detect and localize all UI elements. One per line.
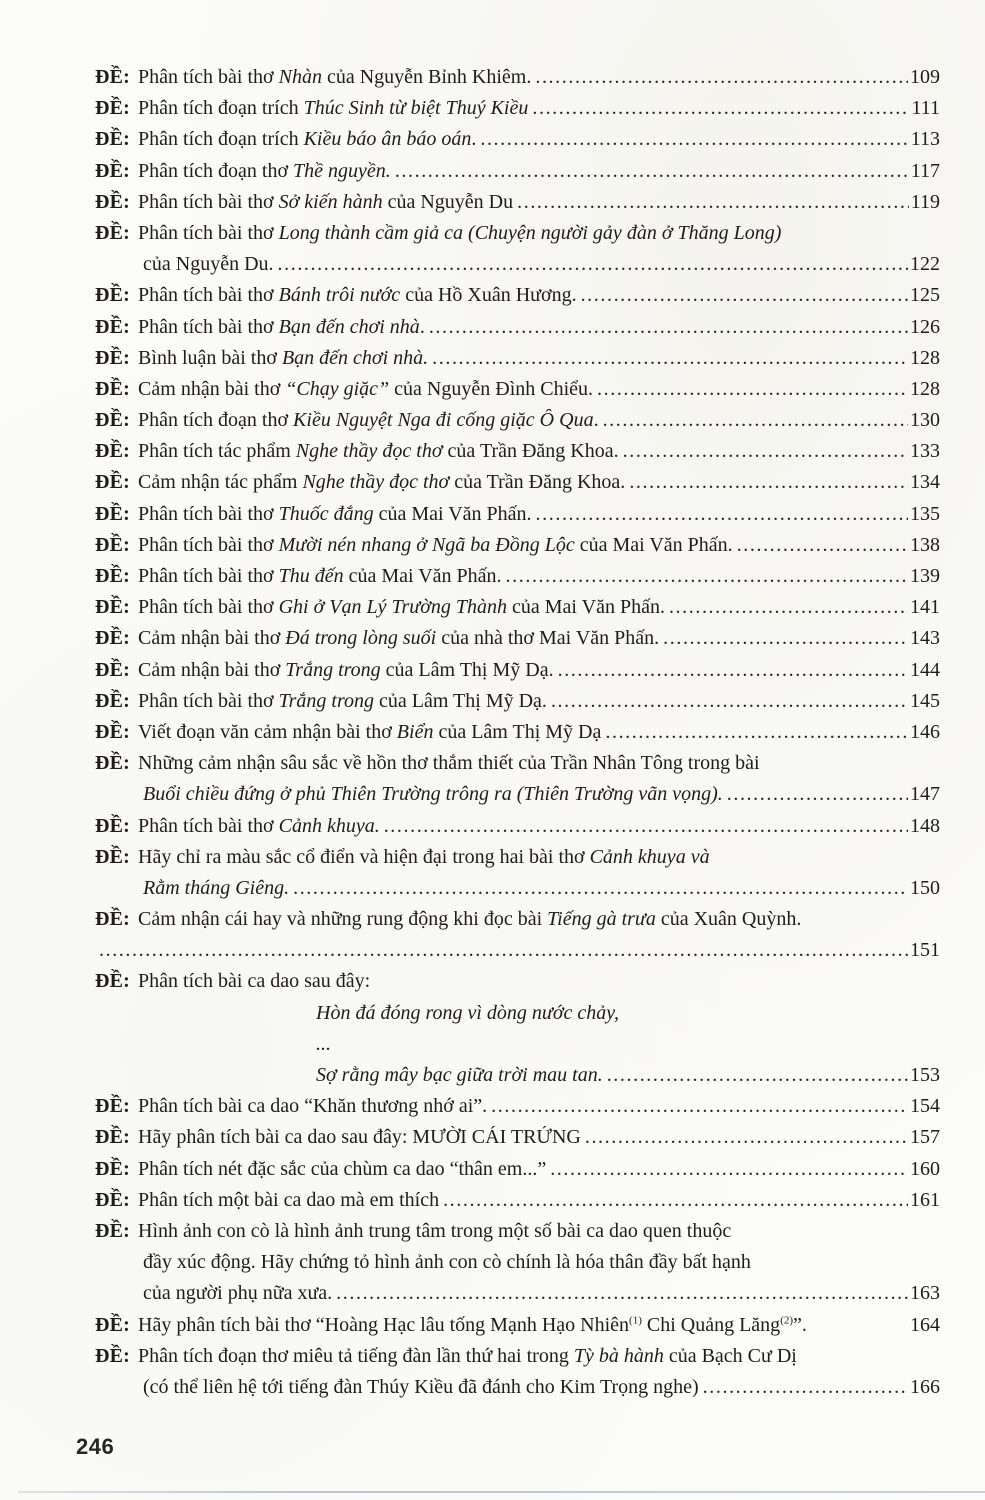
dot-leader	[535, 66, 908, 89]
entry-text-segment: của Bạch Cư Dị	[663, 1344, 797, 1367]
page-number: 151	[910, 939, 940, 962]
entry-text-segment: Viết đoạn văn cảm nhận bài thơ	[138, 720, 397, 743]
dot-leader	[737, 534, 908, 557]
entry-text	[138, 128, 476, 151]
entry-label: ĐỀ:	[95, 565, 131, 587]
dot-leader	[532, 97, 909, 120]
page-number: 148	[910, 814, 940, 837]
dot-leader	[605, 721, 908, 744]
entry-label: ĐỀ:	[95, 1344, 131, 1367]
entry-label: ĐỀ:	[95, 627, 131, 650]
page-number: 164	[910, 1313, 940, 1336]
entry-text	[138, 1095, 487, 1118]
toc-line	[95, 160, 940, 191]
entry-text	[138, 1189, 439, 1212]
work-title: Sở kiến hành	[278, 190, 383, 213]
toc-line	[95, 1314, 940, 1345]
entry-label: ĐỀ:	[95, 221, 131, 244]
toc-line	[95, 1345, 940, 1376]
toc-line	[95, 627, 940, 658]
entry-text	[138, 815, 380, 838]
work-title: Tiếng gà trưa	[547, 908, 656, 931]
entry-text-segment: Phân tích bài thơ	[138, 221, 279, 244]
entry-text-segment: Cảm nhận cái hay và những rung động khi đọc bài	[138, 908, 548, 931]
entry-text-segment: đầy xúc động. Hãy chứng tỏ hình ảnh con cò chính là hóa thân đầy bất hạnh	[143, 1251, 751, 1274]
entry-text-segment: Phân tích đoạn trích	[138, 97, 304, 120]
work-title: Rằm tháng Giêng.	[143, 876, 290, 899]
toc-line	[95, 1033, 940, 1064]
entry-text-segment: ”.	[793, 1313, 807, 1336]
work-title: Cảnh khuya.	[278, 814, 380, 837]
entry-text	[138, 908, 801, 931]
entry-text-segment: Phân tích nét đặc sắc của chùm ca dao “thân em...”	[138, 1157, 547, 1180]
page-number: 143	[910, 627, 940, 650]
entry-text-segment: Hãy chỉ ra màu sắc cổ điển và hiện đại trong hai bài thơ	[138, 845, 590, 868]
toc-line	[95, 877, 940, 908]
entry-text-segment: Phân tích bài thơ	[138, 502, 279, 525]
work-title: Ghi ở Vạn Lý Trường Thành	[278, 596, 508, 619]
entry-label: ĐỀ:	[95, 1157, 131, 1180]
toc-line	[95, 191, 940, 222]
entry-text	[138, 970, 370, 993]
toc-line	[95, 783, 940, 814]
toc-line	[95, 409, 940, 440]
entry-text-segment: Phân tích bài thơ	[138, 66, 279, 88]
page-number: 125	[910, 284, 940, 307]
page-number: 161	[910, 1188, 940, 1211]
toc-line	[95, 128, 940, 159]
work-title: Hòn đá đóng rong vì dòng nước chảy,	[316, 1001, 620, 1024]
dot-leader	[727, 783, 908, 806]
dot-leader	[278, 253, 908, 276]
toc-line	[95, 66, 940, 97]
work-title: Thuốc đắng	[278, 502, 374, 525]
work-title: Biển	[396, 720, 434, 743]
page-number: 109	[910, 66, 940, 88]
entry-text-segment: của Nguyễn Du	[382, 190, 514, 213]
work-title: Buổi chiều đứng ở phủ Thiên Trường trông ra (Thiên Trường vãn vọng).	[143, 783, 723, 806]
page-number: 154	[910, 1095, 940, 1118]
entry-text	[138, 160, 391, 183]
entry-text-segment: Chi Quảng Lăng	[641, 1313, 781, 1336]
dot-leader	[432, 347, 908, 370]
entry-text-segment: .	[471, 128, 477, 151]
entry-text-segment: Phân tích đoạn trích	[138, 128, 304, 151]
entry-text-segment: Cảm nhận bài thơ	[138, 627, 286, 650]
entry-text	[138, 503, 532, 526]
entry-text-segment: Bình luận bài thơ	[138, 346, 282, 369]
entry-text-segment: Phân tích bài thơ	[138, 190, 279, 213]
toc-line	[95, 471, 940, 502]
page-number: 126	[910, 315, 940, 338]
dot-leader	[293, 877, 908, 900]
entry-text	[138, 191, 513, 214]
work-title: Cảnh khuya và	[589, 845, 710, 868]
page-number: 128	[910, 377, 940, 400]
dot-leader	[597, 378, 908, 401]
toc-line	[95, 721, 940, 752]
toc-line	[95, 222, 940, 253]
toc-line	[95, 752, 940, 783]
entry-text-segment: .	[593, 409, 599, 432]
entry-text	[138, 66, 531, 89]
work-title: Nghe thầy đọc thơ	[295, 440, 443, 463]
page-number: 139	[910, 565, 940, 587]
dot-leader	[551, 690, 908, 713]
entry-label: ĐỀ:	[95, 689, 131, 712]
entry-text-segment: của Nguyễn Du.	[143, 253, 274, 276]
entry-text-segment: (có thể liên hệ tới tiếng đàn Thúy Kiều đã đánh cho Kim Trọng nghe)	[143, 1375, 699, 1398]
toc-line	[95, 1251, 940, 1282]
entry-text	[138, 1126, 581, 1149]
entry-label: ĐỀ:	[95, 377, 131, 400]
entry-text	[138, 471, 625, 494]
toc-line	[95, 97, 940, 128]
dot-leader	[443, 1189, 908, 1212]
entry-text-segment: của Lâm Thị Mỹ Dạ.	[374, 689, 547, 712]
entry-text	[138, 440, 619, 463]
toc-line	[95, 690, 940, 721]
entry-label: ĐỀ:	[95, 284, 131, 307]
work-title: Tỳ bà hành	[573, 1344, 664, 1367]
toc-line	[95, 503, 940, 534]
work-title: Kiều Nguyệt Nga đi cống giặc Ô Qua	[293, 409, 594, 432]
entry-label: ĐỀ:	[95, 346, 131, 369]
entry-text-segment: của người phụ nữa xưa.	[143, 1282, 333, 1305]
page-number: 146	[910, 720, 940, 743]
entry-text-segment: Phân tích đoạn thơ miêu tả tiếng đàn lần thứ hai trong	[138, 1344, 574, 1367]
entry-text	[143, 253, 274, 276]
entry-label: ĐỀ:	[95, 97, 131, 120]
entry-label: ĐỀ:	[95, 752, 131, 775]
dot-leader	[491, 1095, 908, 1118]
entry-text	[138, 846, 710, 869]
entry-text	[316, 1002, 619, 1025]
entry-text-segment: .	[419, 315, 425, 338]
page-number: 138	[910, 533, 940, 556]
toc-line	[95, 908, 940, 939]
entry-text	[138, 284, 577, 307]
work-title: Sợ rằng mây bạc giữa trời mau tan.	[316, 1064, 603, 1086]
entry-text-segment: Phân tích bài thơ	[138, 814, 279, 837]
dot-leader	[336, 1282, 908, 1305]
page-number: 119	[910, 190, 940, 213]
work-title: Nhàn	[278, 66, 322, 88]
entry-text-segment: của Mai Văn Phấn.	[507, 596, 665, 619]
dot-leader	[703, 1376, 908, 1399]
dot-leader	[607, 1064, 908, 1087]
entry-text-segment: của Lâm Thị Mỹ Dạ.	[380, 658, 554, 681]
entry-label: ĐỀ:	[95, 66, 131, 88]
dot-leader	[603, 409, 908, 432]
entry-text	[138, 378, 593, 401]
work-title: Bạn đến chơi nhà	[278, 315, 420, 338]
toc-line	[95, 284, 940, 315]
entry-label: ĐỀ:	[95, 658, 131, 681]
work-title: “Chạy giặc”	[285, 377, 390, 400]
dot-leader	[629, 471, 908, 494]
work-title: Kiều báo ân báo oán	[303, 128, 472, 151]
entry-text	[316, 1033, 331, 1056]
entry-label: ĐỀ:	[95, 128, 131, 151]
entry-text-segment: Những cảm nhận sâu sắc về hồn thơ thắm thiết của Trần Nhân Tông trong bài	[138, 752, 760, 775]
entry-text-segment: Phân tích bài thơ	[138, 284, 279, 307]
entry-label: ĐỀ:	[95, 908, 131, 931]
entry-text-segment: Phân tích bài thơ	[138, 689, 279, 712]
toc-line	[95, 1376, 940, 1407]
dot-leader	[429, 316, 908, 339]
entry-text	[138, 97, 528, 120]
entry-text-segment: Cảm nhận bài thơ	[138, 377, 286, 400]
entry-text-segment: Hình ảnh con cò là hình ảnh trung tâm trong một số bài ca dao quen thuộc	[138, 1219, 732, 1242]
work-title: ...	[316, 1032, 331, 1055]
dot-leader	[395, 160, 909, 183]
footnote-marker: (2)	[780, 1313, 794, 1326]
entry-text-segment: Phân tích bài thơ	[138, 533, 279, 556]
entry-text-segment: Hãy phân tích bài ca dao sau đây: MƯỜI CÁI TRỨNG	[138, 1126, 581, 1149]
entry-text	[138, 752, 759, 775]
entry-text	[138, 627, 659, 650]
entry-text-segment: Hãy phân tích bài thơ “Hoàng Hạc lâu tống Mạnh Hạo Nhiên	[138, 1313, 630, 1336]
toc-line	[95, 1189, 940, 1220]
entry-text-segment: Phân tích bài ca dao sau đây:	[138, 970, 371, 993]
entry-text	[143, 1282, 332, 1305]
entry-text	[138, 534, 733, 557]
toc-line	[95, 659, 940, 690]
entry-label: ĐỀ:	[95, 1219, 131, 1242]
page-number: 133	[910, 440, 940, 463]
entry-text-segment: Phân tích đoạn thơ	[138, 409, 294, 432]
entry-text	[138, 721, 601, 744]
entry-text	[138, 565, 502, 588]
entry-text-segment: Phân tích tác phẩm	[138, 440, 296, 463]
dot-leader	[384, 815, 908, 838]
toc-line	[95, 316, 940, 347]
entry-text	[143, 1376, 699, 1399]
entry-label: ĐỀ:	[95, 315, 131, 338]
entry-text	[138, 222, 781, 245]
entry-text	[138, 690, 547, 713]
work-title: Mười nén nhang ở Ngã ba Đồng Lộc	[278, 533, 575, 556]
entry-label: ĐỀ:	[95, 814, 131, 837]
dot-leader	[585, 1126, 908, 1149]
entry-text-segment: của Mai Văn Phấn.	[574, 533, 733, 556]
page-number: 141	[910, 596, 940, 619]
toc-line	[95, 1220, 940, 1251]
entry-text	[138, 1220, 731, 1243]
toc-line	[95, 939, 940, 970]
entry-label: ĐỀ:	[95, 1313, 131, 1336]
entry-text	[143, 877, 289, 900]
work-title: Thúc Sinh từ biệt Thuý Kiều	[303, 97, 529, 120]
toc-line	[95, 347, 940, 378]
entry-text-segment: của nhà thơ Mai Văn Phấn.	[436, 627, 660, 650]
entry-label: ĐỀ:	[95, 190, 131, 213]
work-title: Đá trong lòng suối	[285, 627, 437, 650]
entry-label: ĐỀ:	[95, 596, 131, 619]
page-number: 153	[910, 1064, 940, 1086]
page-number: 130	[910, 409, 940, 432]
entry-label: ĐỀ:	[95, 845, 131, 868]
entry-text-segment: của Nguyễn Bỉnh Khiêm.	[321, 66, 532, 88]
entry-text-segment: Cảm nhận tác phẩm	[138, 471, 303, 494]
entry-label: ĐỀ:	[95, 471, 131, 494]
entry-text-segment: của Trần Đăng Khoa.	[442, 440, 619, 463]
dot-leader	[517, 191, 909, 214]
dot-leader	[480, 128, 908, 151]
dot-leader	[581, 284, 908, 307]
entry-label: ĐỀ:	[95, 1188, 131, 1211]
entry-text-segment: Phân tích một bài ca dao mà em thích	[138, 1188, 440, 1211]
entry-text-segment: của Nguyễn Đình Chiểu.	[389, 377, 594, 400]
entry-text	[138, 1158, 546, 1181]
entry-label: ĐỀ:	[95, 409, 131, 432]
toc-line	[95, 534, 940, 565]
entry-text-segment: của Hồ Xuân Hương.	[400, 284, 577, 307]
page-number: 117	[910, 159, 940, 182]
toc-line	[95, 1095, 940, 1126]
work-title: Long thành cầm giả ca (Chuyện người gảy đàn ở Thăng Long)	[278, 221, 782, 244]
page-number: 134	[910, 471, 940, 494]
toc-line	[95, 378, 940, 409]
entry-text	[316, 1064, 603, 1087]
entry-label: ĐỀ:	[95, 1126, 131, 1149]
toc-line	[95, 1282, 940, 1313]
entry-text	[143, 1251, 751, 1274]
entry-text-segment: của Xuân Quỳnh.	[655, 908, 802, 931]
dot-leader	[558, 659, 908, 682]
footnote-marker: (1)	[629, 1313, 642, 1326]
toc-line	[95, 846, 940, 877]
entry-text	[138, 409, 599, 432]
entry-text	[138, 659, 554, 682]
entry-label: ĐỀ:	[95, 533, 131, 556]
entry-text	[138, 1314, 807, 1337]
page-number: 163	[910, 1282, 940, 1305]
work-title: Nghe thầy đọc thơ	[302, 471, 450, 494]
entry-label: ĐỀ:	[95, 720, 131, 743]
work-title: Bạn đến chơi nhà.	[281, 346, 429, 369]
entry-text-segment: Cảm nhận bài thơ	[138, 658, 286, 681]
work-title: Bánh trôi nước	[278, 284, 401, 307]
page-number: 111	[911, 97, 940, 120]
entry-text-segment: Phân tích đoạn thơ	[138, 159, 294, 182]
page-number: 147	[910, 783, 940, 806]
dot-leader	[669, 596, 908, 619]
toc-line	[95, 1002, 940, 1033]
dot-leader	[663, 627, 908, 650]
dot-leader	[99, 939, 908, 962]
entry-text-segment: Phân tích bài thơ	[138, 565, 279, 587]
toc-line	[95, 596, 940, 627]
toc-line	[95, 1126, 940, 1157]
table-of-contents	[95, 66, 940, 1407]
toc-line	[95, 970, 940, 1001]
entry-label: ĐỀ:	[95, 970, 131, 993]
dot-leader	[550, 1158, 908, 1181]
toc-line	[95, 815, 940, 846]
page-number: 150	[910, 876, 940, 899]
entry-label: ĐỀ:	[95, 440, 131, 463]
dot-leader	[536, 503, 908, 526]
entry-text	[138, 596, 665, 619]
toc-line	[95, 1158, 940, 1189]
entry-text	[138, 316, 425, 339]
entry-text-segment: của Trần Đăng Khoa.	[449, 471, 626, 494]
entry-label: ĐỀ:	[95, 159, 131, 182]
entry-text-segment: của Mai Văn Phấn.	[343, 565, 502, 587]
entry-text	[138, 1345, 797, 1368]
work-title: Thề nguyền.	[293, 159, 391, 182]
scan-edge-line	[18, 1491, 985, 1493]
page-number: 160	[910, 1157, 940, 1180]
page-number: 135	[910, 502, 940, 525]
entry-text-segment: Phân tích bài thơ	[138, 315, 279, 338]
entry-text	[138, 347, 428, 370]
toc-line	[95, 440, 940, 471]
toc-line	[95, 253, 940, 284]
entry-text	[143, 783, 723, 806]
entry-text-segment: của Mai Văn Phấn.	[373, 502, 532, 525]
page-number: 157	[910, 1126, 940, 1149]
page-number: 145	[910, 689, 940, 712]
page-number: 122	[910, 253, 940, 276]
entry-label: ĐỀ:	[95, 1095, 131, 1118]
toc-line	[95, 565, 940, 596]
page-number: 113	[910, 128, 940, 151]
page-number: 128	[910, 346, 940, 369]
page-number: 144	[910, 658, 940, 681]
entry-text-segment: Phân tích bài ca dao “Khăn thương nhớ ai”.	[138, 1095, 488, 1118]
dot-leader	[506, 565, 908, 588]
entry-label: ĐỀ:	[95, 502, 131, 525]
entry-text-segment: của Lâm Thị Mỹ Dạ	[433, 720, 602, 743]
page-number: 166	[910, 1375, 940, 1398]
work-title: Trắng trong	[278, 689, 375, 712]
footer-page-number: 246	[76, 1434, 115, 1459]
work-title: Thu đến	[278, 565, 344, 587]
work-title: Trắng trong	[285, 658, 381, 681]
toc-line	[95, 1064, 940, 1095]
entry-text-segment: Phân tích bài thơ	[138, 596, 279, 619]
dot-leader	[623, 440, 908, 463]
